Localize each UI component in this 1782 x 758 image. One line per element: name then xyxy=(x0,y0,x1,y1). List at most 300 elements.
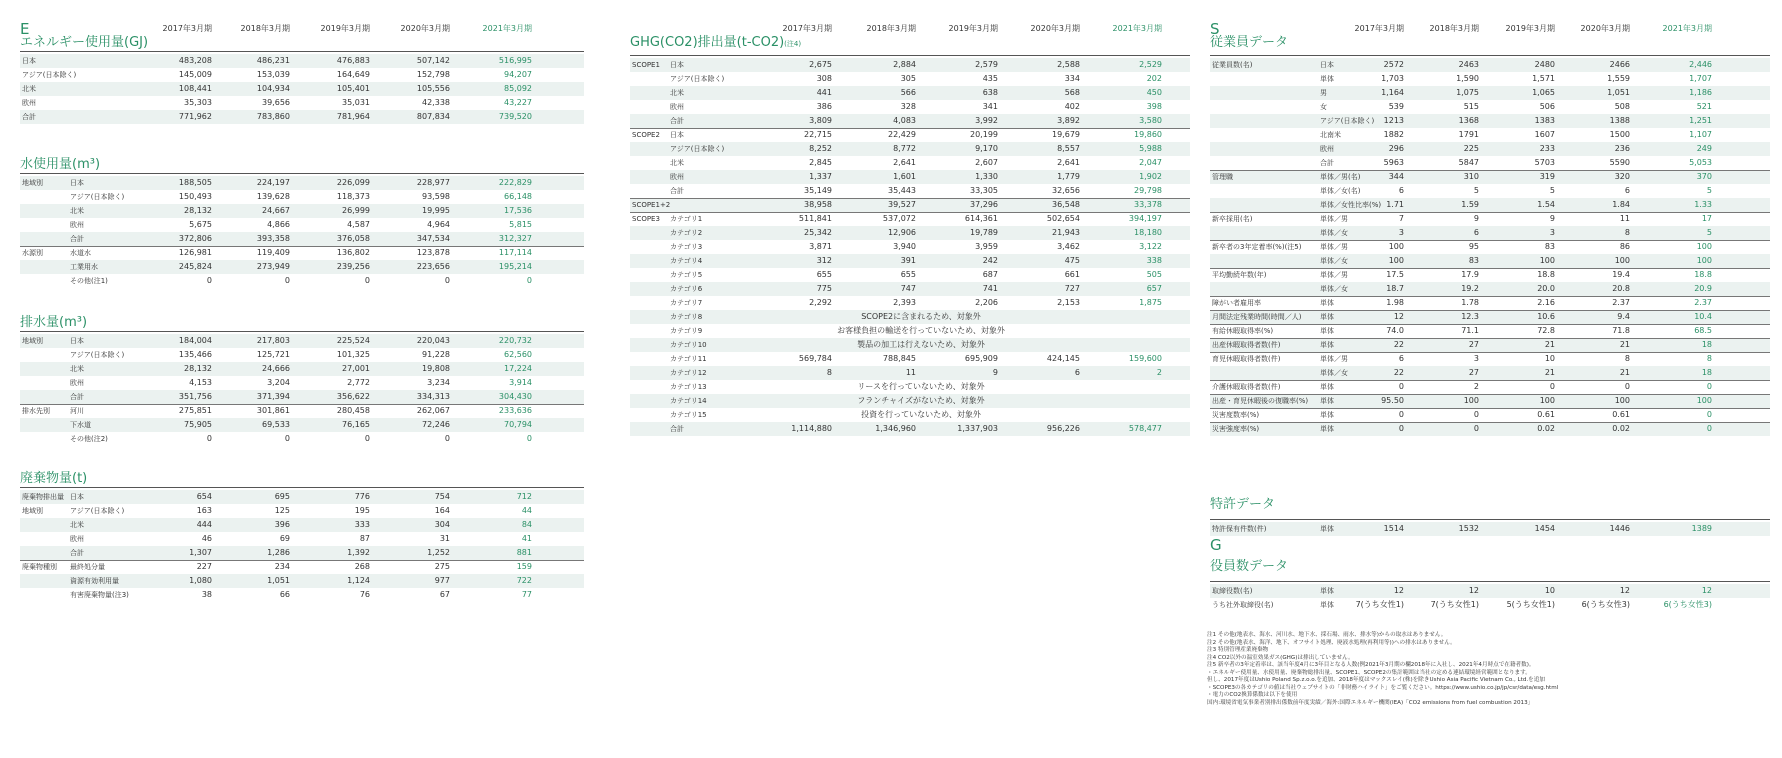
table-row xyxy=(1210,282,1770,296)
value-cell-3: 0.02 xyxy=(1612,424,1630,433)
table-row xyxy=(1210,338,1770,352)
value-cell-4: 398 xyxy=(1146,102,1162,111)
value-cell-3: 475 xyxy=(1064,256,1080,265)
value-cell-0: 38,958 xyxy=(804,200,832,209)
value-cell-0: 95.50 xyxy=(1381,396,1404,405)
footnote-line: 注3 特別管理産業廃棄物 xyxy=(1207,647,1269,653)
value-cell-4: 712 xyxy=(516,492,532,501)
row-note: 製品の加工は行えないため、対象外 xyxy=(857,340,985,349)
table-row xyxy=(1210,170,1770,184)
value-cell-1: 39,656 xyxy=(262,98,290,107)
row-sublabel: 単体／女 xyxy=(1320,229,1348,237)
value-cell-4: 505 xyxy=(1146,270,1162,279)
table-row xyxy=(1210,226,1770,240)
row-sublabel: 有害廃棄物量(注3) xyxy=(70,591,129,599)
water-table xyxy=(0,158,590,292)
row-sublabel: 単体 xyxy=(1320,411,1334,419)
row-sublabel: カテゴリ6 xyxy=(670,285,703,293)
value-cell-3: 5590 xyxy=(1609,158,1630,167)
row-sublabel: 合計 xyxy=(670,425,684,433)
value-cell-1: 125,721 xyxy=(256,350,290,359)
value-cell-0: 35,149 xyxy=(804,186,832,195)
value-cell-0: 1.98 xyxy=(1386,298,1404,307)
value-cell-4: 100 xyxy=(1696,396,1712,405)
row-sublabel: 北米 xyxy=(670,159,684,167)
value-cell-0: 5,675 xyxy=(189,220,212,229)
energy-table xyxy=(0,36,590,128)
table-row xyxy=(630,128,1190,142)
value-cell-3: 236 xyxy=(1614,144,1630,153)
value-cell-3: 123,878 xyxy=(416,248,450,257)
table-row xyxy=(630,394,1190,408)
value-cell-4: 18 xyxy=(1701,368,1712,377)
row-label: 平均勤続年数(年) xyxy=(1212,271,1267,279)
table-row xyxy=(1210,324,1770,338)
section-title xyxy=(20,472,87,486)
value-cell-3: 164 xyxy=(434,506,450,515)
table-row xyxy=(20,204,584,218)
drain-table xyxy=(0,316,590,450)
value-cell-0: 0 xyxy=(206,276,212,285)
value-cell-3: 2.37 xyxy=(1612,298,1630,307)
row-sublabel: 欧州 xyxy=(1320,145,1334,153)
value-cell-1: 83 xyxy=(1468,256,1479,265)
value-cell-0: 7(うち女性1) xyxy=(1355,600,1404,609)
footnote-line: 国内:環境省電気事業者別排出係数前年度実績／海外:国際エネルギー機関(IEA)「CO2 emissions from fuel combustion 2013」 xyxy=(1207,699,1534,706)
value-cell-2: 2,206 xyxy=(975,298,998,307)
value-cell-4: 5,815 xyxy=(509,220,532,229)
table-row xyxy=(20,54,584,68)
value-cell-3: 86 xyxy=(1619,242,1630,251)
value-cell-3: 0 xyxy=(444,276,450,285)
value-cell-3: 1446 xyxy=(1609,524,1630,533)
value-cell-1: 119,409 xyxy=(256,248,290,257)
table-row xyxy=(20,546,584,560)
section-title-text: 排水量(m³) xyxy=(20,315,88,330)
value-cell-4: 17,536 xyxy=(504,206,532,215)
value-cell-4: 5 xyxy=(1706,228,1712,237)
footnote-line: ・エネルギー使用量、水使用量、廃棄物総排出量、SCOPE1、SCOPE2の集計範囲は当社の定める連結環境経営範囲となります。 xyxy=(1207,669,1531,676)
value-cell-4: 2.37 xyxy=(1694,298,1712,307)
value-cell-1: 695 xyxy=(274,492,290,501)
table-row xyxy=(20,418,584,432)
table-row xyxy=(20,68,584,82)
value-cell-2: 9 xyxy=(992,368,998,377)
value-cell-3: 661 xyxy=(1064,270,1080,279)
section-title-text: 特許データ xyxy=(1210,497,1276,512)
value-cell-2: 3,992 xyxy=(975,116,998,125)
value-cell-0: 150,493 xyxy=(178,192,212,201)
value-cell-4: 1,107 xyxy=(1689,130,1712,139)
value-cell-1: 783,860 xyxy=(256,112,290,121)
year-header-1: 2018年3月期 xyxy=(1429,24,1479,33)
value-cell-0: 1,080 xyxy=(189,576,212,585)
row-sublabel: 単体／女 xyxy=(1320,257,1348,265)
value-cell-4: 304,430 xyxy=(498,392,532,401)
value-cell-1: 22,429 xyxy=(888,130,916,139)
value-cell-0: 12 xyxy=(1393,586,1404,595)
row-label: 廃棄物排出量 xyxy=(22,493,64,501)
table-row xyxy=(1210,72,1770,86)
value-cell-3: 4,964 xyxy=(427,220,450,229)
row-note: 投資を行っていないため、対象外 xyxy=(861,410,981,419)
table-row xyxy=(630,366,1190,380)
table-row xyxy=(20,110,584,124)
value-cell-3: 1500 xyxy=(1609,130,1630,139)
value-cell-4: 100 xyxy=(1696,242,1712,251)
value-cell-4: 159 xyxy=(516,562,532,571)
value-cell-4: 10.4 xyxy=(1694,312,1712,321)
value-cell-2: 10 xyxy=(1544,354,1555,363)
row-label: 出産休暇取得者数(件) xyxy=(1212,341,1281,349)
value-cell-3: 0.61 xyxy=(1612,410,1630,419)
value-cell-4: 516,995 xyxy=(498,56,532,65)
value-cell-4: 94,207 xyxy=(504,70,532,79)
table-row xyxy=(20,274,584,288)
value-cell-1: 1,051 xyxy=(267,576,290,585)
value-cell-2: 1.54 xyxy=(1537,200,1555,209)
row-sublabel: 女 xyxy=(1320,103,1327,111)
row-label: 特許保有件数(件) xyxy=(1212,525,1267,533)
value-cell-3: 508 xyxy=(1614,102,1630,111)
row-sublabel: 北米 xyxy=(70,207,84,215)
row-label: 取締役数(名) xyxy=(1212,587,1253,595)
table-row xyxy=(1210,128,1770,142)
group-separator xyxy=(1210,338,1770,339)
table-row xyxy=(630,142,1190,156)
value-cell-1: 655 xyxy=(900,270,916,279)
value-cell-4: 100 xyxy=(1696,256,1712,265)
value-cell-4: 1389 xyxy=(1691,524,1712,533)
value-cell-3: 1388 xyxy=(1609,116,1630,125)
value-cell-0: 8 xyxy=(826,368,832,377)
table-row xyxy=(630,58,1190,72)
value-cell-2: 35,031 xyxy=(342,98,370,107)
row-sublabel: 合計 xyxy=(670,117,684,125)
value-cell-0: 1514 xyxy=(1383,524,1404,533)
table-row xyxy=(20,490,584,504)
value-cell-0: 184,004 xyxy=(178,336,212,345)
table-row xyxy=(20,432,584,446)
row-sublabel: 単体／女性比率(%) xyxy=(1320,201,1382,209)
ghg-table xyxy=(610,36,1190,440)
table-row xyxy=(630,324,1190,338)
table-row xyxy=(20,560,584,574)
row-sublabel: 単体 xyxy=(1320,327,1334,335)
row-sublabel: その他(注1) xyxy=(70,277,108,285)
value-cell-2: 26,999 xyxy=(342,206,370,215)
row-sublabel: 日本 xyxy=(1320,61,1334,69)
value-cell-3: 19,808 xyxy=(422,364,450,373)
year-header-0: 2017年3月期 xyxy=(162,24,212,33)
value-cell-4: 17,224 xyxy=(504,364,532,373)
table-row xyxy=(630,212,1190,226)
row-sublabel: 欧州 xyxy=(70,535,84,543)
section-title xyxy=(20,316,87,330)
value-cell-1: 66 xyxy=(279,590,290,599)
table-row xyxy=(630,170,1190,184)
value-cell-0: 3 xyxy=(1398,228,1404,237)
section-title xyxy=(20,158,100,172)
value-cell-3: 19.4 xyxy=(1612,270,1630,279)
value-cell-0: 296 xyxy=(1388,144,1404,153)
table-row xyxy=(1210,86,1770,100)
value-cell-1: 1791 xyxy=(1458,130,1479,139)
value-cell-0: 308 xyxy=(816,74,832,83)
value-cell-0: 74.0 xyxy=(1386,326,1404,335)
patent-table xyxy=(1190,498,1782,540)
value-cell-0: 275,851 xyxy=(178,406,212,415)
value-cell-1: 4,083 xyxy=(893,116,916,125)
value-cell-3: 1,252 xyxy=(427,548,450,557)
section-letter-g: G xyxy=(1210,536,1222,554)
value-cell-4: 33,378 xyxy=(1134,200,1162,209)
row-sublabel: 日本 xyxy=(70,179,84,187)
value-cell-0: 18.7 xyxy=(1386,284,1404,293)
value-cell-4: 202 xyxy=(1146,74,1162,83)
table-row xyxy=(20,96,584,110)
value-cell-3: 0 xyxy=(444,434,450,443)
value-cell-4: 84 xyxy=(521,520,532,529)
value-cell-0: 5963 xyxy=(1383,158,1404,167)
value-cell-3: 8 xyxy=(1624,354,1630,363)
value-cell-3: 21,943 xyxy=(1052,228,1080,237)
value-cell-2: 118,373 xyxy=(336,192,370,201)
table-row xyxy=(1210,184,1770,198)
value-cell-3: 1.84 xyxy=(1612,200,1630,209)
value-cell-0: 569,784 xyxy=(798,354,832,363)
row-sublabel: 単体 xyxy=(1320,525,1334,533)
value-cell-3: 568 xyxy=(1064,88,1080,97)
row-sublabel: 日本 xyxy=(70,493,84,501)
row-label: 月間法定残業時間(時間／人) xyxy=(1212,313,1302,321)
table-row xyxy=(1210,408,1770,422)
value-cell-1: 217,803 xyxy=(256,336,290,345)
value-cell-2: 2,607 xyxy=(975,158,998,167)
value-cell-3: 0 xyxy=(1624,382,1630,391)
value-cell-3: 91,228 xyxy=(422,350,450,359)
value-cell-2: 333 xyxy=(354,520,370,529)
row-label: 新卒者の3年定着率(%)(注5) xyxy=(1212,243,1302,251)
value-cell-2: 2480 xyxy=(1534,60,1555,69)
group-separator xyxy=(1210,394,1770,395)
value-cell-3: 228,977 xyxy=(416,178,450,187)
value-cell-2: 164,649 xyxy=(336,70,370,79)
value-cell-2: 21 xyxy=(1544,368,1555,377)
value-cell-0: 0 xyxy=(1398,410,1404,419)
value-cell-4: 2,446 xyxy=(1689,60,1712,69)
table-row xyxy=(630,86,1190,100)
row-sublabel: 欧州 xyxy=(670,173,684,181)
value-cell-4: 2 xyxy=(1156,368,1162,377)
value-cell-3: 727 xyxy=(1064,284,1080,293)
table-row xyxy=(1210,268,1770,282)
value-cell-4: 3,580 xyxy=(1139,116,1162,125)
value-cell-3: 334 xyxy=(1064,74,1080,83)
row-sublabel: 単体 xyxy=(1320,425,1334,433)
value-cell-2: 195 xyxy=(354,506,370,515)
value-cell-1: 1,601 xyxy=(893,172,916,181)
value-cell-1: 391 xyxy=(900,256,916,265)
value-cell-1: 2,884 xyxy=(893,60,916,69)
value-cell-4: 370 xyxy=(1696,172,1712,181)
value-cell-2: 20,199 xyxy=(970,130,998,139)
row-label: 新卒採用(名) xyxy=(1212,215,1253,223)
value-cell-2: 695,909 xyxy=(964,354,998,363)
value-cell-0: 108,441 xyxy=(178,84,212,93)
row-label: 地域別 xyxy=(22,337,43,345)
value-cell-0: 1,114,880 xyxy=(791,424,832,433)
value-cell-0: 7 xyxy=(1398,214,1404,223)
footnote-line: 注4 CO2以外の温室効果ガス(GHG)は排出していません。 xyxy=(1207,654,1354,661)
section-rule xyxy=(20,331,584,332)
row-sublabel: 単体 xyxy=(1320,383,1334,391)
table-row xyxy=(20,232,584,246)
table-row xyxy=(20,504,584,518)
section-rule xyxy=(20,173,584,174)
value-cell-4: 0 xyxy=(526,434,532,443)
value-cell-3: 21 xyxy=(1619,340,1630,349)
table-row xyxy=(20,176,584,190)
value-cell-1: 1,590 xyxy=(1456,74,1479,83)
value-cell-2: 1,124 xyxy=(347,576,370,585)
value-cell-3: 3,462 xyxy=(1057,242,1080,251)
value-cell-2: 5 xyxy=(1549,186,1555,195)
value-cell-3: 1,559 xyxy=(1607,74,1630,83)
row-note: SCOPE2に含まれるため、対象外 xyxy=(861,312,981,321)
value-cell-0: 2572 xyxy=(1383,60,1404,69)
value-cell-0: 4,153 xyxy=(189,378,212,387)
value-cell-3: 100 xyxy=(1614,256,1630,265)
row-sublabel: 合計 xyxy=(70,393,84,401)
value-cell-0: 2,675 xyxy=(809,60,832,69)
value-cell-4: 578,477 xyxy=(1128,424,1162,433)
value-cell-4: 66,148 xyxy=(504,192,532,201)
value-cell-2: 476,883 xyxy=(336,56,370,65)
value-cell-1: 0 xyxy=(1473,410,1479,419)
section-title-text: GHG(CO2)排出量(t-CO2) xyxy=(630,35,785,50)
table-row xyxy=(630,156,1190,170)
table-row xyxy=(630,422,1190,436)
value-cell-2: 37,296 xyxy=(970,200,998,209)
value-cell-3: 1,779 xyxy=(1057,172,1080,181)
value-cell-3: 275 xyxy=(434,562,450,571)
value-cell-0: 22,715 xyxy=(804,130,832,139)
section-title-text: 従業員データ xyxy=(1210,35,1289,50)
value-cell-0: 22 xyxy=(1393,368,1404,377)
value-cell-1: 2,393 xyxy=(893,298,916,307)
value-cell-2: 87 xyxy=(359,534,370,543)
row-label: 管理職 xyxy=(1212,173,1233,181)
row-label: 障がい者雇用率 xyxy=(1212,299,1261,307)
value-cell-4: 18.8 xyxy=(1694,270,1712,279)
value-cell-1: 24,666 xyxy=(262,364,290,373)
value-cell-3: 2,641 xyxy=(1057,158,1080,167)
value-cell-0: 511,841 xyxy=(798,214,832,223)
value-cell-4: 77 xyxy=(521,590,532,599)
value-cell-0: 0 xyxy=(1398,424,1404,433)
value-cell-2: 2,579 xyxy=(975,60,998,69)
value-cell-2: 741 xyxy=(982,284,998,293)
value-cell-0: 46 xyxy=(201,534,212,543)
year-header-0: 2017年3月期 xyxy=(782,24,832,33)
year-header-1: 2018年3月期 xyxy=(866,24,916,33)
value-cell-1: 69,533 xyxy=(262,420,290,429)
value-cell-2: 1454 xyxy=(1534,524,1555,533)
value-cell-4: 1,707 xyxy=(1689,74,1712,83)
value-cell-2: 2,772 xyxy=(347,378,370,387)
row-label: 日本 xyxy=(22,57,36,65)
table-row xyxy=(1210,380,1770,394)
value-cell-2: 356,622 xyxy=(336,392,370,401)
row-sublabel: カテゴリ10 xyxy=(670,341,707,349)
value-cell-4: 739,520 xyxy=(498,112,532,121)
value-cell-2: 27,001 xyxy=(342,364,370,373)
value-cell-3: 105,556 xyxy=(416,84,450,93)
row-label: 出産・育児休暇後の復職率(%) xyxy=(1212,397,1309,405)
value-cell-1: 3 xyxy=(1473,354,1479,363)
value-cell-2: 776 xyxy=(354,492,370,501)
group-separator xyxy=(1210,422,1770,423)
table-row xyxy=(630,338,1190,352)
value-cell-2: 100 xyxy=(1539,256,1555,265)
value-cell-0: 8,252 xyxy=(809,144,832,153)
value-cell-0: 1,337 xyxy=(809,172,832,181)
value-cell-3: 19,679 xyxy=(1052,130,1080,139)
row-sublabel: 日本 xyxy=(70,337,84,345)
value-cell-3: 6 xyxy=(1624,186,1630,195)
table-row xyxy=(630,72,1190,86)
value-cell-3: 1,051 xyxy=(1607,88,1630,97)
value-cell-3: 8 xyxy=(1624,228,1630,237)
value-cell-1: 566 xyxy=(900,88,916,97)
value-cell-1: 273,949 xyxy=(256,262,290,271)
value-cell-4: 312,327 xyxy=(498,234,532,243)
value-cell-0: 775 xyxy=(816,284,832,293)
value-cell-4: 0 xyxy=(1706,410,1712,419)
column-header xyxy=(1190,20,1782,38)
row-note: お客様負担の輸送を行っていないため、対象外 xyxy=(837,326,1005,335)
value-cell-0: 227 xyxy=(196,562,212,571)
value-cell-4: 222,829 xyxy=(498,178,532,187)
value-cell-3: 754 xyxy=(434,492,450,501)
table-row xyxy=(1210,584,1770,598)
value-cell-3: 502,654 xyxy=(1046,214,1080,223)
row-sublabel: 単体／女 xyxy=(1320,369,1348,377)
section-title xyxy=(1210,36,1288,50)
row-sublabel: 単体 xyxy=(1320,397,1334,405)
group-separator xyxy=(1210,268,1770,269)
value-cell-3: 93,598 xyxy=(422,192,450,201)
year-header-2: 2019年3月期 xyxy=(320,24,370,33)
value-cell-0: 135,466 xyxy=(178,350,212,359)
row-sublabel: 単体 xyxy=(1320,313,1334,321)
year-header-1: 2018年3月期 xyxy=(240,24,290,33)
value-cell-0: 655 xyxy=(816,270,832,279)
section-title xyxy=(1210,498,1275,512)
row-sublabel: 合計 xyxy=(1320,159,1334,167)
table-row xyxy=(1210,100,1770,114)
value-cell-2: 506 xyxy=(1539,102,1555,111)
row-sublabel: その他(注2) xyxy=(70,435,108,443)
table-row xyxy=(1210,394,1770,408)
value-cell-4: 1.33 xyxy=(1694,200,1712,209)
value-cell-1: 5 xyxy=(1473,186,1479,195)
value-cell-1: 1.78 xyxy=(1461,298,1479,307)
value-cell-0: 100 xyxy=(1388,256,1404,265)
value-cell-1: 12,906 xyxy=(888,228,916,237)
value-cell-3: 320 xyxy=(1614,172,1630,181)
